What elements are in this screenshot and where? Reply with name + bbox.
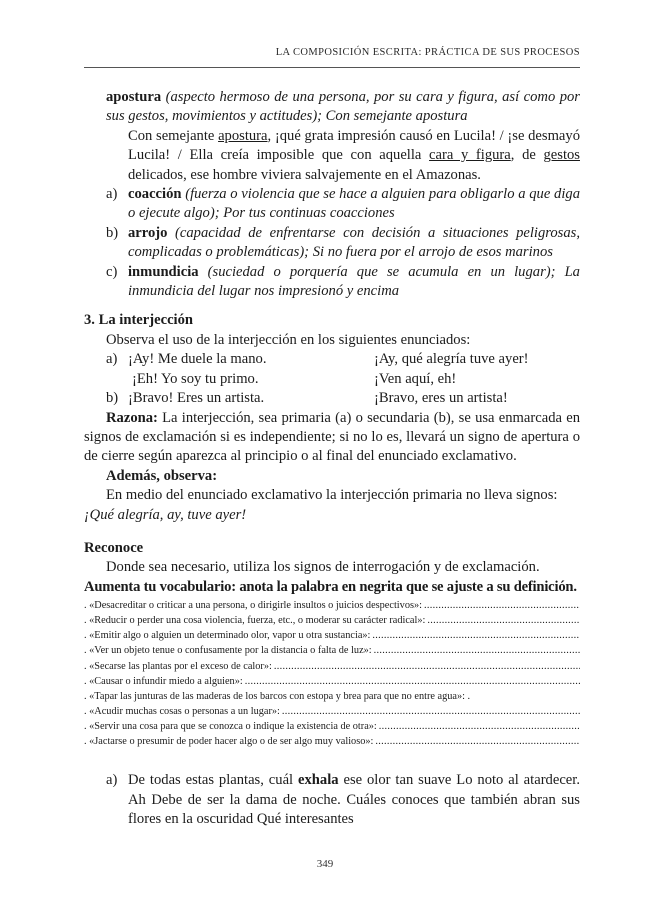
list-item (84, 263, 580, 302)
item-marker: a) (106, 772, 118, 789)
definition-row: . «Servir una cosa para que se conozca o indique la existencia de otra»: ..... (84, 719, 580, 734)
running-head: LA COMPOSICIÓN ESCRITA: PRÁCTICA DE SUS PROCESOS (275, 47, 580, 58)
ademas-label: Además, observa: (106, 467, 218, 484)
entry-definition: (capacidad de enfrentarse con decisión a situaciones peligrosas, complicadas o problemáticas); Si no fuera por el arrojo de esos marinos (128, 224, 580, 261)
item-marker: b) (106, 224, 119, 241)
answer-blank (274, 659, 580, 674)
example-row: ¡Eh! Yo soy tu primo. ¡Ven aquí, eh! (132, 370, 457, 387)
entry-term: inmundicia (128, 263, 199, 280)
answer-blank (424, 598, 580, 613)
page-body (84, 88, 580, 829)
apostura-example: Con semejante apostura, ¡qué grata impresión causó en Lucila! / ¡se desmayó Lucila! / Ella creía imposible que con aquella cara y figura, de gestos delicados, ese hombre viviera salvajemente en el Amazonas. (128, 127, 580, 183)
definition-row: . «Acudir muchas cosas o personas a un lugar»: ..... (84, 704, 580, 719)
entry-definition: (suciedad o porquería que se acumula en un lugar); La inmundicia del lugar nos impresionó y encima (128, 263, 580, 300)
section-intro: Observa el uso de la interjección en los siguientes enunciados: (106, 331, 471, 348)
entry-term: coacción (128, 186, 182, 203)
example-row: b) ¡Bravo! Eres un artista. ¡Bravo, eres un artista! (106, 390, 508, 407)
definition-list (84, 598, 580, 749)
ademas-example: ¡Qué alegría, ay, tuve ayer! (84, 506, 247, 523)
example-row: a) ¡Ay! Me duele la mano. ¡Ay, qué alegría tuve ayer! (106, 351, 529, 368)
reconoce-heading: Reconoce (84, 539, 144, 556)
section-heading: 3. La interjección (84, 312, 194, 329)
entry-definition: (aspecto hermoso de una persona, por su cara y figura, así como por sus gestos, movimientos y actitudes); Con semejante apostura (106, 89, 580, 125)
ademas-paragraph: En medio del enunciado exclamativo la interjección primaria no lleva signos: ¡Qué alegría, ay, tuve ayer! (84, 487, 558, 523)
definition-row: . «Desacreditar o criticar a una persona, o dirigirle insultos o juicios despectivos»: ..... (84, 598, 580, 613)
exercise-item: a) De todas estas plantas, cuál exhala ese olor tan suave Lo noto al atardecer. Ah Debe de ser la dama de noche. Cuáles conoces que también abran sus flores en la oscuridad Qué interesantes (84, 771, 580, 829)
vocab-heading: Aumenta tu vocabulario: anota la palabra en negrita que se ajuste a su definición. (84, 578, 577, 595)
entry-term: arrojo (128, 224, 168, 241)
list-item (84, 224, 580, 263)
list-item (84, 185, 580, 224)
apostura-entry (84, 88, 580, 127)
entry-term: apostura (106, 89, 162, 105)
answer-blank (427, 613, 580, 628)
page-number: 349 (316, 858, 334, 870)
answer-blank (379, 719, 580, 734)
item-marker: c) (106, 263, 118, 280)
answer-blank (245, 674, 580, 689)
item-marker: a) (106, 186, 118, 203)
definition-row: . «Reducir o perder una cosa violencia, fuerza, etc., o moderar su carácter radical»: ..... (84, 613, 580, 628)
underlined-word: apostura (218, 127, 268, 144)
answer-blank (282, 704, 580, 719)
answer-blank (375, 734, 580, 749)
header-rule (84, 67, 580, 68)
entry-definition: (fuerza o violencia que se hace a alguien para obligarlo a que diga o ejecute algo); Por tus continuas coacciones (128, 186, 580, 222)
answer-blank (374, 643, 580, 658)
definition-row: . «Emitir algo o alguien un determinado olor, vapor u otra sustancia»: ..... (84, 628, 580, 643)
bold-word: exhala (298, 772, 339, 789)
definition-row: . «Tapar las junturas de las maderas de los barcos con estopa y brea para que no entre agua»: . (84, 690, 471, 702)
underlined-word: gestos (543, 147, 580, 164)
razona-paragraph: Razona: La interjección, sea primaria (a) o secundaria (b), se usa enmarcada en signos de exclamación si es independiente; si no lo es, llevará un signo de apertura o de cierre según aparezca al principio o al final del enunciado exclamativo. (84, 409, 580, 465)
definition-row: . «Secarse las plantas por el exceso de calor»: ..... (84, 659, 580, 674)
razona-label: Razona: (106, 409, 158, 426)
definition-row: . «Causar o infundir miedo a alguien»: ..... (84, 674, 580, 689)
underlined-word: cara y figura (429, 147, 511, 164)
reconoce-instruction: Donde sea necesario, utiliza los signos de interrogación y de exclamación. (106, 559, 540, 576)
definition-row: . «Ver un objeto tenue o confusamente por la distancia o falta de luz»: ..... (84, 643, 580, 658)
definition-row: . «Jactarse o presumir de poder hacer algo o de ser algo muy valioso»: ..... (84, 734, 580, 749)
answer-blank (372, 628, 580, 643)
